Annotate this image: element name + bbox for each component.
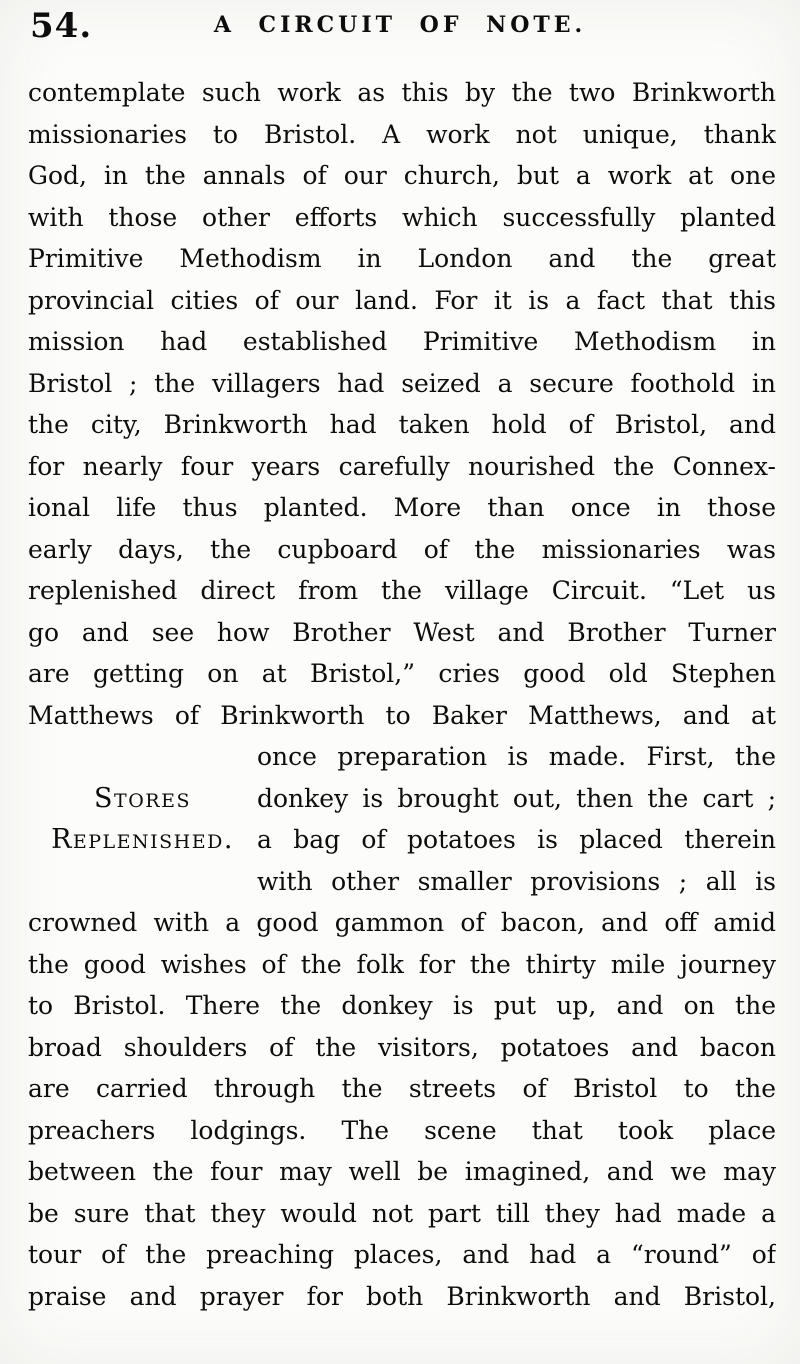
marginal-sidenote: [28, 736, 257, 902]
text-line: with other smaller provisions ; all is: [257, 866, 776, 896]
text-line: contemplate such work as this by the two Brinkworth: [28, 78, 776, 107]
running-header: [0, 6, 800, 54]
text-line: broad shoulders of the visitors, potatoes and bacon: [28, 1032, 776, 1062]
text-line: God, in the annals of our church, but a work at one: [28, 161, 776, 190]
running-header-title: A CIRCUIT OF NOTE.: [213, 12, 587, 38]
text-line: Bristol ; the villagers had seized a secure foothold in: [28, 368, 776, 398]
text-line: preachers lodgings. The scene that took place: [28, 1115, 776, 1145]
text-line: the good wishes of the folk for the thirty mile journey: [28, 949, 776, 979]
text-line: with those other efforts which successfully planted: [28, 202, 776, 232]
text-line: for nearly four years carefully nourished the Connex-: [28, 451, 776, 481]
text-line: tour of the preaching places, and had a “round” of: [28, 1240, 776, 1269]
sidenote-line: Stores: [94, 782, 191, 814]
text-line: go and see how Brother West and Brother Turner: [28, 617, 776, 647]
text-line: Primitive Methodism in London and the great: [28, 244, 776, 273]
text-line: praise and prayer for both Brinkworth and Bristol,: [28, 1281, 776, 1311]
text-line: the city, Brinkworth had taken hold of Bristol, and: [28, 410, 776, 439]
text-line: between the four may well be imagined, and we may: [28, 1157, 776, 1186]
text-line: mission had established Primitive Methodism in: [28, 327, 776, 356]
sidenote-section: [28, 736, 776, 902]
text-line: to Bristol. There the donkey is put up, and on the: [28, 991, 776, 1020]
text-line: provincial cities of our land. For it is a fact that this: [28, 285, 776, 315]
indented-text-column: [257, 736, 776, 902]
text-line: missionaries to Bristol. A work not unique, thank: [28, 119, 776, 149]
text-line: donkey is brought out, then the cart ;: [257, 783, 776, 813]
text-line: are carried through the streets of Bristol to the: [28, 1074, 776, 1103]
text-line: be sure that they would not part till they had made a: [28, 1198, 776, 1228]
text-line: replenished direct from the village Circuit. “Let us: [28, 576, 776, 605]
text-line: once preparation is made. First, the: [257, 742, 776, 771]
text-line: crowned with a good gammon of bacon, and off amid: [28, 908, 776, 937]
text-line: Matthews of Brinkworth to Baker Matthews, and at: [28, 700, 776, 730]
sidenote-line: Replenished.: [51, 824, 234, 855]
text-line: a bag of potatoes is placed therein: [257, 825, 776, 854]
page-number: 54.: [30, 6, 93, 46]
text-line: early days, the cupboard of the missionaries was: [28, 534, 776, 564]
text-line: are getting on at Bristol,” cries good old Stephen: [28, 659, 776, 688]
text-line: ional life thus planted. More than once in those: [28, 493, 776, 522]
body-text: [28, 72, 776, 1317]
